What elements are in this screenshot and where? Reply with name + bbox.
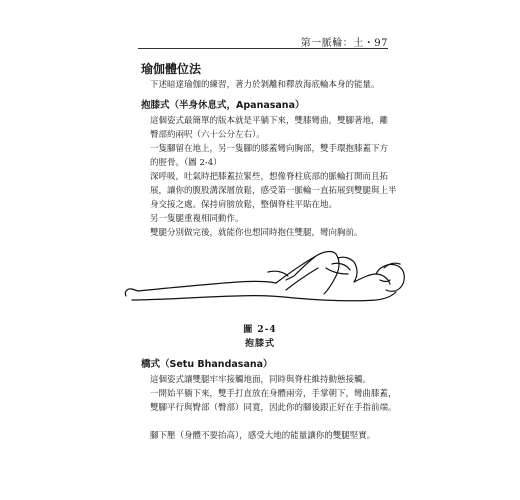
pose2-body (150, 373, 397, 443)
pose2-line: 一開始平躺下來，雙手打直放在身體兩旁，手掌朝下，彎曲膝蓋， (150, 389, 397, 399)
pose1-line: 一隻腳留在地上，另一隻腳的膝蓋彎向胸部，雙手環抱膝蓋下方 (150, 144, 389, 154)
pose1-body (150, 114, 397, 240)
pose2-line: 腳下壓（身體不要抬高），感受大地的能量讓你的雙腿堅實。 (150, 431, 376, 441)
pose1-line: 的脛骨。（圖 2-4） (150, 158, 222, 168)
pose2-line: 雙腳平行與臀部（臀部）同寬，因此你的腳後跟正好在手指前端。 (150, 403, 397, 413)
header-rule (138, 48, 388, 49)
pose2-line (150, 415, 397, 429)
knee-to-chest-illustration (118, 244, 408, 316)
section-title: 瑜伽體位法 (141, 62, 202, 76)
running-head: 第一脈輪：土・97 (300, 38, 388, 49)
figure-caption: 抱膝式 (244, 339, 275, 349)
pose1-line: 這個姿式最簡單的版本就是平躺下來，雙膝彎曲，雙腳著地，離 (150, 116, 389, 126)
pose1-title: 抱膝式（半身休息式，Apanasana） (141, 100, 305, 111)
figure-number: 圖 2-4 (243, 325, 277, 335)
pose1-line: 展，讓你的腹股溝深層放鬆，感受第一脈輪一直拓展到雙腿與上半 (150, 186, 397, 196)
pose1-line: 深呼吸，吐氣時把膝蓋拉緊些，想像脊柱底部的脈輪打開而且拓 (150, 172, 389, 182)
pose1-line: 臀部約兩呎（六十公分左右）。 (150, 130, 265, 140)
pose1-line: 身交接之處。保持肩膀放鬆，整個脊柱平貼在地。 (150, 200, 338, 210)
intro-paragraph: 下述暗達瑜伽的練習，著力於剝離和釋放海底輪本身的能量。 (150, 80, 380, 90)
pose1-line: 雙腿分別做完後，就能你也想同時抱住雙腿，彎向胸前。 (150, 228, 363, 238)
pose2-title: 橋式（Setu Bhandasana） (141, 359, 273, 370)
pose2-line: 這個姿式讓雙腿牢牢接觸地面，同時與脊柱維持動態接觸。 (150, 375, 372, 385)
pose1-line: 另一隻腿重複相同動作。 (150, 214, 244, 224)
